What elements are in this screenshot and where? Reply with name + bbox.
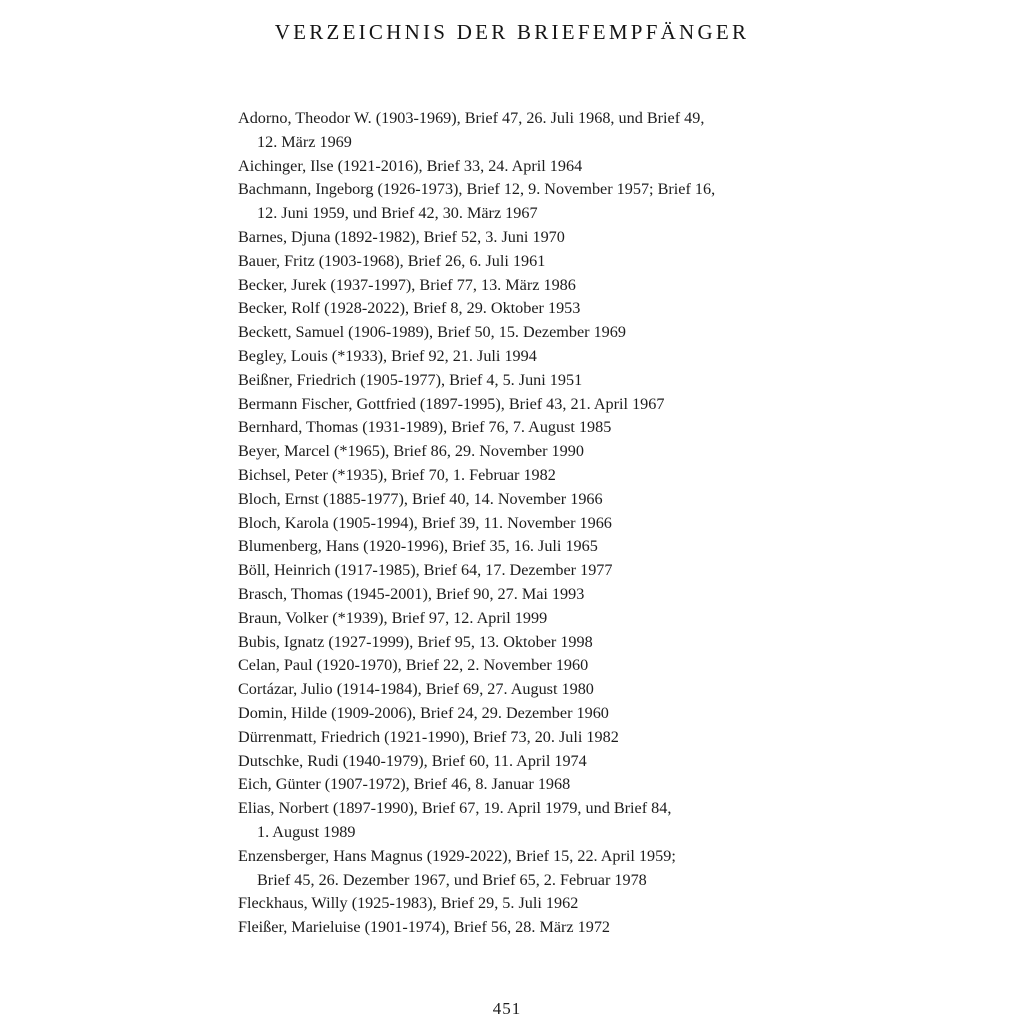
entry-line: Becker, Jurek (1937-1997), Brief 77, 13. März 1986 [238, 275, 576, 294]
entry-line: Fleckhaus, Willy (1925-1983), Brief 29, 5. Juli 1962 [238, 894, 579, 913]
entry-line: Böll, Heinrich (1917-1985), Brief 64, 17. Dezember 1977 [238, 561, 613, 580]
entry-line: Bernhard, Thomas (1931-1989), Brief 76, 7. August 1985 [238, 418, 612, 437]
entry-line-continuation: 12. Juni 1959, und Brief 42, 30. März 1967 [257, 204, 538, 223]
page-title: VERZEICHNIS DER BRIEFEMPFÄNGER [274, 20, 750, 44]
entry-line: Beckett, Samuel (1906-1989), Brief 50, 15. Dezember 1969 [238, 323, 626, 342]
index-entry [238, 654, 808, 678]
entry-line: Blumenberg, Hans (1920-1996), Brief 35, 16. Juli 1965 [238, 537, 598, 556]
index-entry [238, 607, 808, 631]
entry-line: Aichinger, Ilse (1921-2016), Brief 33, 24. April 1964 [238, 156, 583, 175]
entry-line: Cortázar, Julio (1914-1984), Brief 69, 27. August 1980 [238, 680, 594, 699]
entry-line: Bichsel, Peter (*1935), Brief 70, 1. Februar 1982 [238, 465, 556, 484]
index-entry [238, 916, 808, 940]
entry-line: Bloch, Ernst (1885-1977), Brief 40, 14. November 1966 [238, 489, 603, 508]
entry-line: Domin, Hilde (1909-2006), Brief 24, 29. Dezember 1960 [238, 703, 609, 722]
index-entry [238, 226, 808, 250]
entry-line: Fleißer, Marieluise (1901-1974), Brief 56, 28. März 1972 [238, 918, 611, 937]
entry-line: Brasch, Thomas (1945-2001), Brief 90, 27. Mai 1993 [238, 584, 585, 603]
index-entry [238, 416, 808, 440]
index-entry [238, 488, 808, 512]
index-entry [238, 845, 808, 893]
entry-line: Celan, Paul (1920-1970), Brief 22, 2. November 1960 [238, 656, 589, 675]
entry-line: Adorno, Theodor W. (1903-1969), Brief 47, 26. Juli 1968, und Brief 49, [238, 109, 705, 127]
entry-line: Begley, Louis (*1933), Brief 92, 21. Juli 1994 [238, 346, 537, 365]
index-entry [238, 155, 808, 179]
index-entry [238, 773, 808, 797]
page-number: 451 [492, 999, 522, 1018]
index-entry [238, 797, 808, 845]
index-entry [238, 726, 808, 750]
entry-line: Bauer, Fritz (1903-1968), Brief 26, 6. Juli 1961 [238, 251, 546, 270]
index-entry [238, 321, 808, 345]
entry-line: Bloch, Karola (1905-1994), Brief 39, 11. November 1966 [238, 513, 612, 532]
index-entry [238, 750, 808, 774]
index-entry [238, 583, 808, 607]
index-entry [238, 393, 808, 417]
index-entry [238, 559, 808, 583]
entry-line-continuation: 12. März 1969 [257, 132, 352, 151]
index-entry [238, 512, 808, 536]
recipient-index-list [238, 107, 808, 940]
entry-line: Barnes, Djuna (1892-1982), Brief 52, 3. Juni 1970 [238, 227, 565, 246]
entry-line: Bermann Fischer, Gottfried (1897-1995), Brief 43, 21. April 1967 [238, 394, 665, 413]
entry-line: Bubis, Ignatz (1927-1999), Brief 95, 13. Oktober 1998 [238, 632, 593, 651]
index-entry [238, 702, 808, 726]
entry-line: Bachmann, Ingeborg (1926-1973), Brief 12, 9. November 1957; Brief 16, [238, 180, 716, 199]
index-entry [238, 631, 808, 655]
entry-line: Beyer, Marcel (*1965), Brief 86, 29. November 1990 [238, 442, 584, 461]
index-entry [238, 250, 808, 274]
entry-line: Elias, Norbert (1897-1990), Brief 67, 19. April 1979, und Brief 84, [238, 799, 672, 818]
index-entry [238, 440, 808, 464]
index-entry [238, 274, 808, 298]
index-entry [238, 535, 808, 559]
entry-line: Beißner, Friedrich (1905-1977), Brief 4, 5. Juni 1951 [238, 370, 583, 389]
entry-line: Dürrenmatt, Friedrich (1921-1990), Brief 73, 20. Juli 1982 [238, 727, 619, 746]
index-entry [238, 178, 808, 226]
index-entry [238, 464, 808, 488]
entry-line: Eich, Günter (1907-1972), Brief 46, 8. Januar 1968 [238, 775, 571, 794]
index-entry [238, 892, 808, 916]
index-entry [238, 369, 808, 393]
entry-line: Braun, Volker (*1939), Brief 97, 12. April 1999 [238, 608, 548, 627]
index-entry [238, 107, 808, 155]
index-entry [238, 678, 808, 702]
index-entry [238, 345, 808, 369]
entry-line-continuation: Brief 45, 26. Dezember 1967, und Brief 65, 2. Februar 1978 [257, 870, 647, 889]
entry-line-continuation: 1. August 1989 [257, 822, 356, 841]
entry-line: Dutschke, Rudi (1940-1979), Brief 60, 11. April 1974 [238, 751, 587, 770]
entry-line: Becker, Rolf (1928-2022), Brief 8, 29. Oktober 1953 [238, 299, 581, 318]
entry-line: Enzensberger, Hans Magnus (1929-2022), Brief 15, 22. April 1959; [238, 846, 676, 865]
index-entry [238, 297, 808, 321]
